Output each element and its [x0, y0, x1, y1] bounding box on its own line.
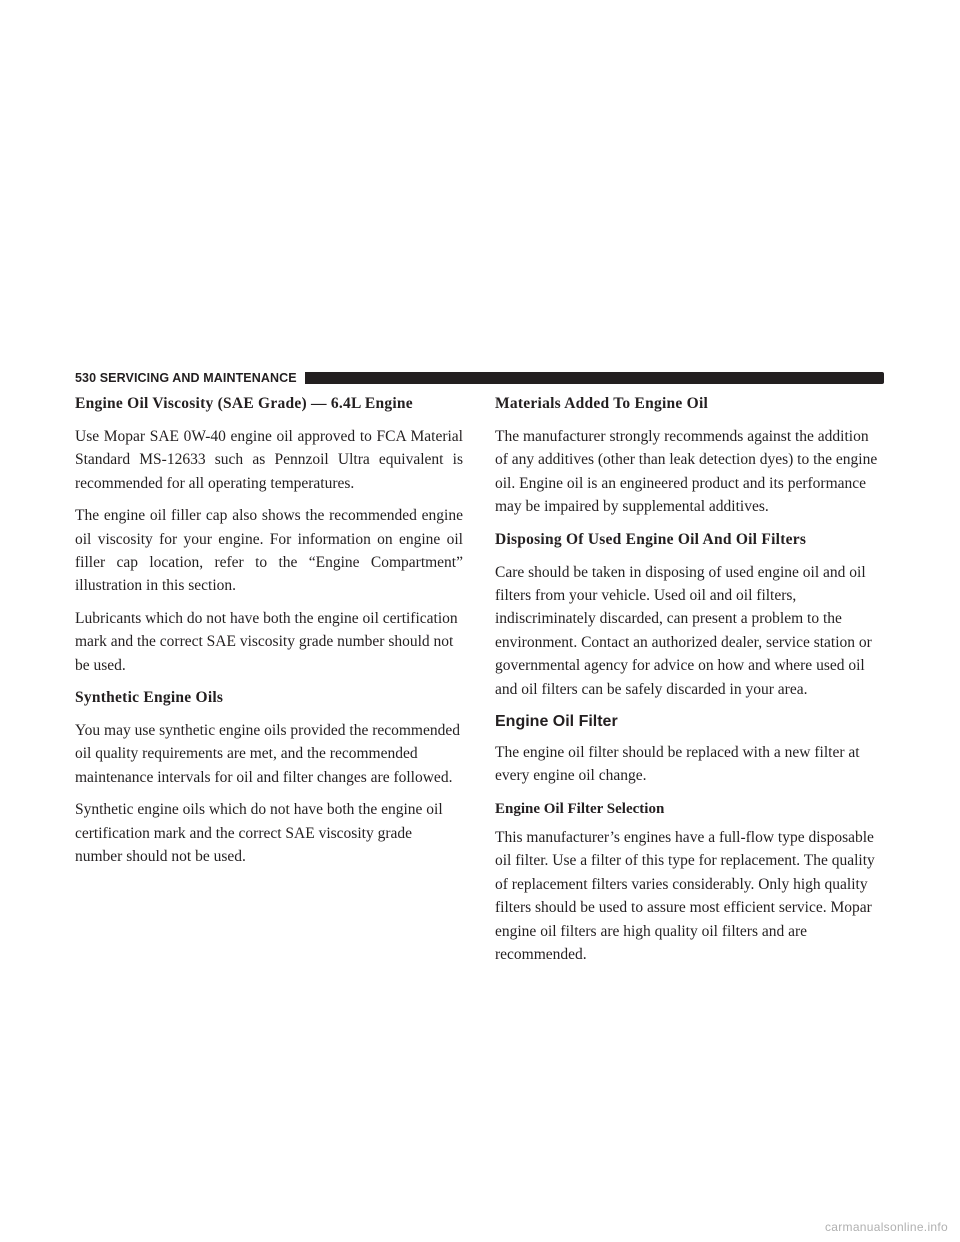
- filter-selection-paragraph-1: This manufacturer’s engines have a full-flow type disposable oil filter. Use a filter of this type for replacement. The quality of replacement filters varies considerably. Only high quality filters should be used to assure most efficient service. Mopar engine oil filters are high quality oil filters and are recommended.: [495, 828, 875, 963]
- synthetic-paragraph-1: You may use synthetic engine oils provided the recommended oil quality requirements are met, and the recommended maintenance intervals for oil and filter changes are followed.: [75, 722, 460, 786]
- watermark-text: carmanualsonline.info: [824, 1220, 948, 1234]
- disposing-paragraph-1: Care should be taken in disposing of used engine oil and oil filters from your vehicle. Used oil and oil filters, indiscriminately discarded, can present a problem to the environment. Contact an authorized dealer, service station or governmental agency for advice on how and where used oil and oil filters can be safely discarded in your area.: [495, 563, 872, 698]
- oil-filter-paragraph-1: The engine oil filter should be replaced with a new filter at every engine oil change.: [495, 744, 860, 785]
- viscosity-paragraph-3: Lubricants which do not have both the engine oil certification mark and the correct SAE viscosity grade number should not be used.: [75, 609, 458, 674]
- page-header: [75, 369, 884, 387]
- materials-heading: Materials Added To Engine Oil: [495, 395, 709, 412]
- viscosity-paragraph-1: Use Mopar SAE 0W-40 engine oil approved to FCA Material Standard MS-12633 such as Pennzoil Ultra equivalent is recommended for all operating temperatures.: [75, 428, 463, 492]
- header-rule-bar: [305, 372, 884, 384]
- filter-selection-heading: Engine Oil Filter Selection: [495, 800, 665, 817]
- disposing-heading: Disposing Of Used Engine Oil And Oil Filters: [495, 530, 807, 548]
- synthetic-paragraph-2: Synthetic engine oils which do not have both the engine oil certification mark and the correct SAE viscosity grade number should not be used.: [75, 801, 443, 866]
- section-title: SERVICING AND MAINTENANCE: [99, 371, 297, 385]
- viscosity-heading: Engine Oil Viscosity (SAE Grade) — 6.4L Engine: [75, 395, 413, 412]
- synthetic-heading: Synthetic Engine Oils: [75, 689, 224, 707]
- page-header-label: [75, 371, 297, 385]
- oil-filter-heading: Engine Oil Filter: [495, 713, 618, 731]
- materials-paragraph-1: The manufacturer strongly recommends against the addition of any additives (other than leak detection dyes) to the engine oil. Engine oil is an engineered product and its performance may be impaired by supplemental additives.: [495, 428, 878, 516]
- left-column: [75, 392, 463, 878]
- page-number: 530: [75, 371, 97, 385]
- right-column: [495, 392, 883, 975]
- viscosity-paragraph-2: The engine oil filler cap also shows the recommended engine oil viscosity for your engine. For information on engine oil filler cap location, refer to the “Engine Compartment” illustration in this section.: [75, 507, 463, 595]
